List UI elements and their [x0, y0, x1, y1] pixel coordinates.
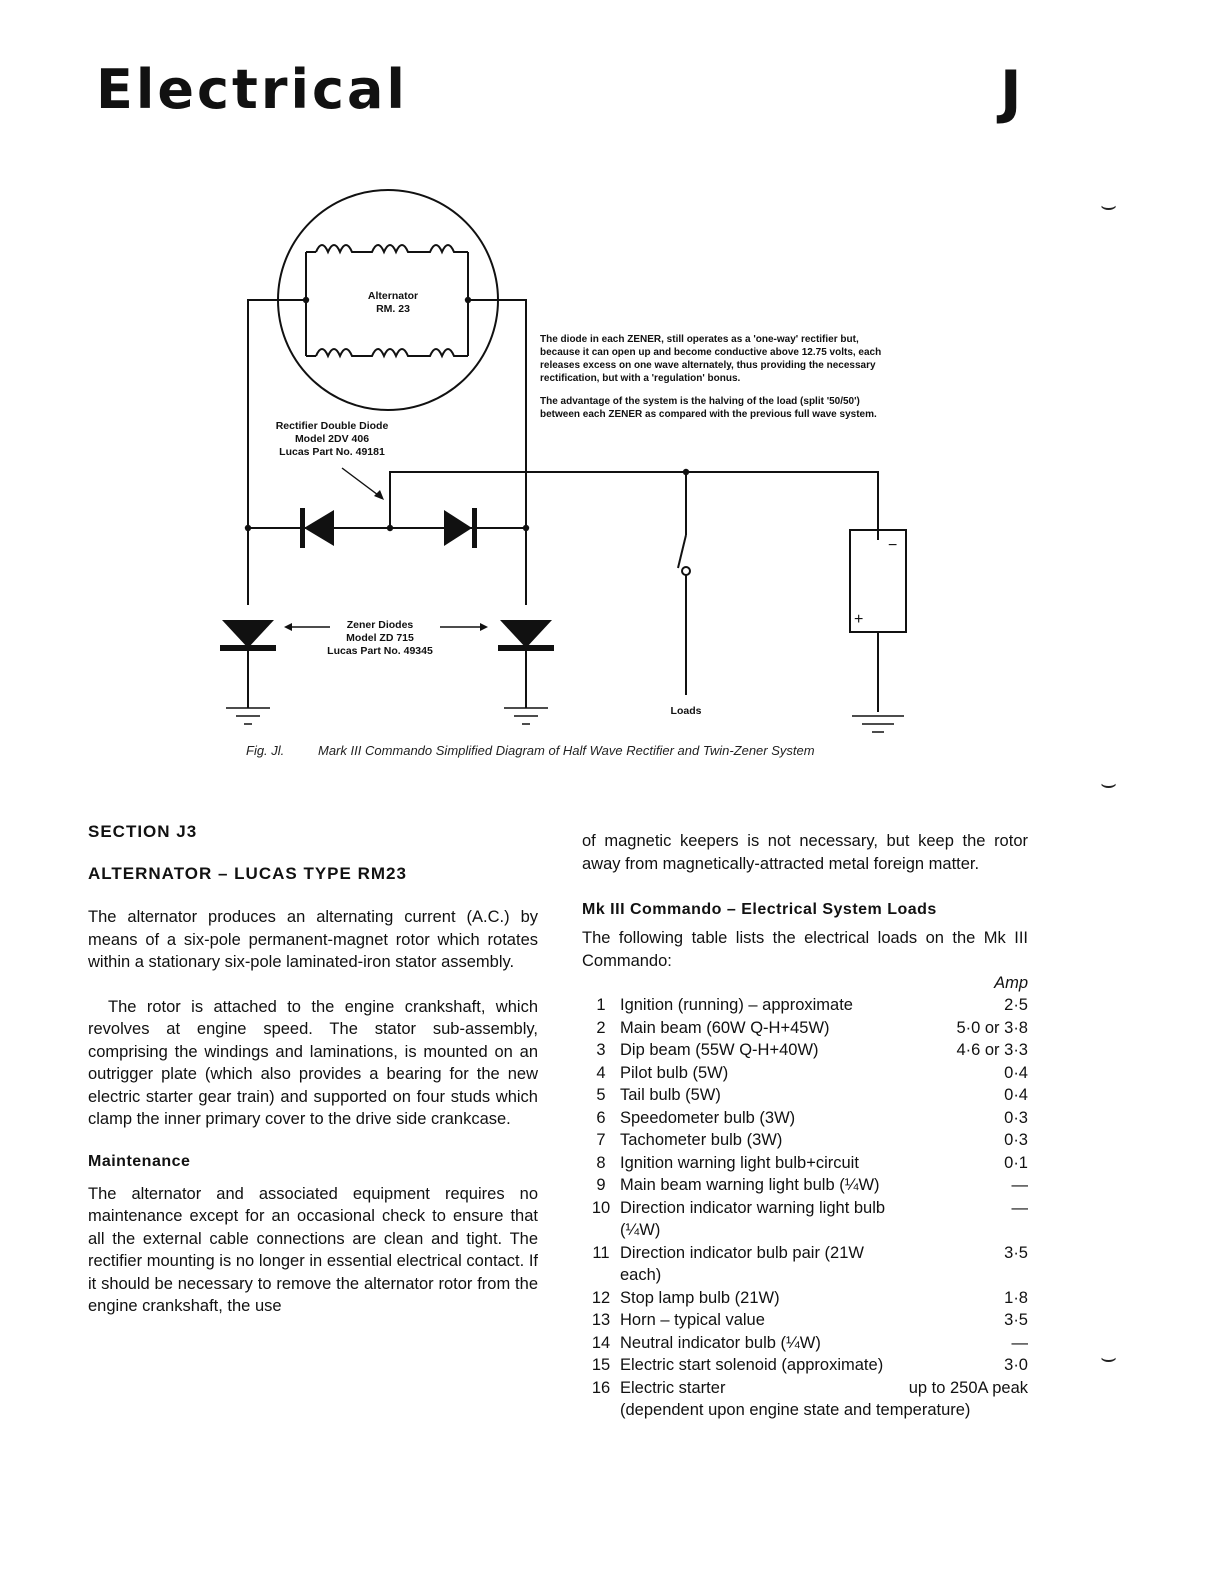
amp-column-header: Amp	[994, 974, 1028, 992]
row-item: Direction indicator warning light bulb (¼W)	[620, 1198, 886, 1239]
rectifier-label: Rectifier Double Diode Model 2DV 406 Lucas Part No. 49181	[275, 420, 389, 458]
row-number: 2	[596, 1018, 606, 1037]
figure-number: Fig. Jl.	[246, 743, 285, 758]
table-row	[582, 1152, 1028, 1175]
wire	[390, 472, 878, 530]
row-item: Tachometer bulb (3W)	[620, 1131, 783, 1149]
section-label: SECTION J3	[88, 822, 198, 841]
row-value: 4·6 or 3·3	[956, 1041, 1028, 1059]
right-column	[582, 830, 1028, 1422]
row-number: 5	[596, 1086, 606, 1104]
row-value: 0·4	[1004, 1086, 1028, 1104]
rectifier-diode-left	[304, 510, 334, 546]
row-value: —	[1011, 1198, 1028, 1217]
row-number: 3	[596, 1041, 606, 1059]
row-value: 0·3	[1004, 1108, 1028, 1127]
row-value: 3·0	[1004, 1356, 1028, 1374]
zener-diode-left	[222, 620, 274, 648]
maintenance-heading: Maintenance	[88, 1152, 191, 1170]
ground-symbol	[852, 716, 904, 732]
figure-title: Mark III Commando Simplified Diagram of Half Wave Rectifier and Twin-Zener System	[318, 743, 815, 758]
table-row	[582, 1287, 1028, 1310]
row-item: Ignition warning light bulb+circuit	[620, 1153, 859, 1172]
row-value: —	[1011, 1333, 1028, 1352]
row-item: Speedometer bulb (3W)	[620, 1108, 796, 1127]
starter-note: (dependent upon engine state and temperature)	[620, 1401, 971, 1419]
figure-caption	[246, 743, 886, 758]
row-item: Electric starter	[620, 1378, 726, 1397]
table-row	[582, 1084, 1028, 1107]
alternator-label: Alternator RM. 23	[367, 290, 419, 315]
loads-label: Loads	[670, 705, 702, 717]
row-item: Dip beam (55W Q-H+40W)	[620, 1041, 819, 1059]
battery-minus-sign: −	[888, 537, 898, 554]
row-item: Tail bulb (5W)	[620, 1086, 721, 1104]
paragraph: The alternator produces an alternating current (A.C.) by means of a six-pole permanent-magnet rotor which rotates within a stationary six-pole laminated-iron stator assembly.	[88, 908, 538, 971]
zener-diode-right	[500, 620, 552, 648]
row-number: 13	[591, 1311, 611, 1329]
row-item: Main beam warning light bulb (¼W)	[620, 1176, 880, 1194]
section-letter: J	[1000, 58, 1022, 126]
margin-mark: ⌣	[1100, 190, 1118, 220]
row-number: 8	[596, 1153, 606, 1172]
table-row	[582, 1107, 1028, 1130]
table-row	[582, 1197, 1028, 1242]
table-row	[582, 1129, 1028, 1152]
row-item: Electric start solenoid (approximate)	[620, 1356, 884, 1374]
row-value: 2·5	[1004, 996, 1028, 1014]
row-value: 0·1	[1004, 1153, 1028, 1172]
pointer-arrow	[342, 468, 382, 498]
switch-contact	[682, 567, 690, 575]
table-row	[582, 1399, 1028, 1422]
row-value: 0·3	[1004, 1131, 1028, 1149]
row-value: 0·4	[1004, 1063, 1028, 1082]
row-number: 12	[591, 1288, 611, 1307]
row-item: Main beam (60W Q-H+45W)	[620, 1018, 830, 1037]
row-value: 3·5	[1004, 1311, 1028, 1329]
row-number: 14	[591, 1333, 611, 1352]
left-column	[88, 822, 538, 1318]
row-item: Horn – typical value	[620, 1311, 765, 1329]
note-zener-operation: The diode in each ZENER, still operates as a 'one-way' rectifier but, because it can open up and become conductive above 12.75 volts, each releases excess on one wave alternately, thus providing the necessary rectification, but with a 'regulation' bonus.	[540, 334, 882, 384]
row-item: Ignition (running) – approximate	[620, 996, 853, 1014]
continuation-paragraph: of magnetic keepers is not necessary, but keep the rotor away from magnetically-attracted metal foreign matter.	[582, 832, 1028, 873]
table-row	[582, 1062, 1028, 1085]
row-number: 10	[591, 1198, 611, 1217]
margin-mark: ⌣	[1100, 1342, 1118, 1372]
row-number: 15	[591, 1356, 611, 1374]
row-item: Direction indicator bulb pair (21W each)	[620, 1243, 864, 1284]
battery-plus-sign: +	[854, 611, 864, 628]
row-number: 11	[592, 1243, 610, 1262]
diagram-note	[540, 333, 890, 431]
note-load-advantage: The advantage of the system is the halving of the load (split '50/50') between each ZENER as compared with the previous full wave system.	[540, 396, 877, 420]
wire	[468, 300, 526, 605]
margin-mark: ⌣	[1100, 768, 1118, 798]
switch-lever	[678, 535, 686, 568]
row-item: Neutral indicator bulb (¼W)	[620, 1333, 821, 1352]
row-number: 1	[596, 996, 606, 1014]
row-value: 3·5	[1004, 1243, 1028, 1262]
row-number: 9	[596, 1176, 606, 1194]
rectifier-diode-right	[444, 510, 472, 546]
loads-table	[582, 994, 1028, 1422]
table-row	[582, 1174, 1028, 1197]
paragraph: The alternator and associated equipment requires no maintenance except for an occasional check to ensure that all the external cable connections are clean and tight. The rectifier mounting is no longer in essential electrical contact. If it should be necessary to remove the alternator rotor from the engine crankshaft, the use	[88, 1184, 538, 1315]
table-row	[582, 1309, 1028, 1332]
row-value: 1·8	[1004, 1288, 1028, 1307]
table-row	[582, 1332, 1028, 1355]
table-row	[582, 1354, 1028, 1377]
table-row	[582, 1377, 1028, 1400]
row-number: 6	[596, 1108, 606, 1127]
paragraph: The rotor is attached to the engine crankshaft, which revolves at engine speed. The stator sub-assembly, comprising the windings and laminations, is mounted on an outrigger plate (which also provides a bearing for the new electric starter gear train) and supported on four studs which clamp the inner primary cover to the drive side crankcase.	[88, 997, 538, 1128]
ground-symbol	[504, 708, 548, 724]
row-number: 16	[591, 1378, 611, 1397]
row-value: up to 250A peak	[908, 1378, 1028, 1397]
table-row	[582, 1039, 1028, 1062]
section-title: ALTERNATOR – LUCAS TYPE RM23	[88, 864, 407, 883]
row-number: 7	[596, 1131, 606, 1149]
table-row	[582, 1017, 1028, 1040]
row-value: —	[1011, 1176, 1028, 1194]
table-row	[582, 994, 1028, 1017]
table-row	[582, 1242, 1028, 1287]
loads-intro: The following table lists the electrical loads on the Mk III Commando:	[582, 929, 1028, 970]
stator-coil	[316, 245, 458, 252]
ground-symbol	[226, 708, 270, 724]
row-value: 5·0 or 3·8	[956, 1018, 1028, 1037]
row-item: Pilot bulb (5W)	[620, 1063, 729, 1082]
row-number: 4	[596, 1063, 606, 1082]
row-item: Stop lamp bulb (21W)	[620, 1288, 780, 1307]
loads-heading: Mk III Commando – Electrical System Loads	[582, 901, 937, 918]
zener-label: Zener Diodes Model ZD 715 Lucas Part No. 49345	[327, 619, 433, 657]
page-title: Electrical	[96, 58, 408, 121]
stator-coil	[316, 349, 458, 356]
